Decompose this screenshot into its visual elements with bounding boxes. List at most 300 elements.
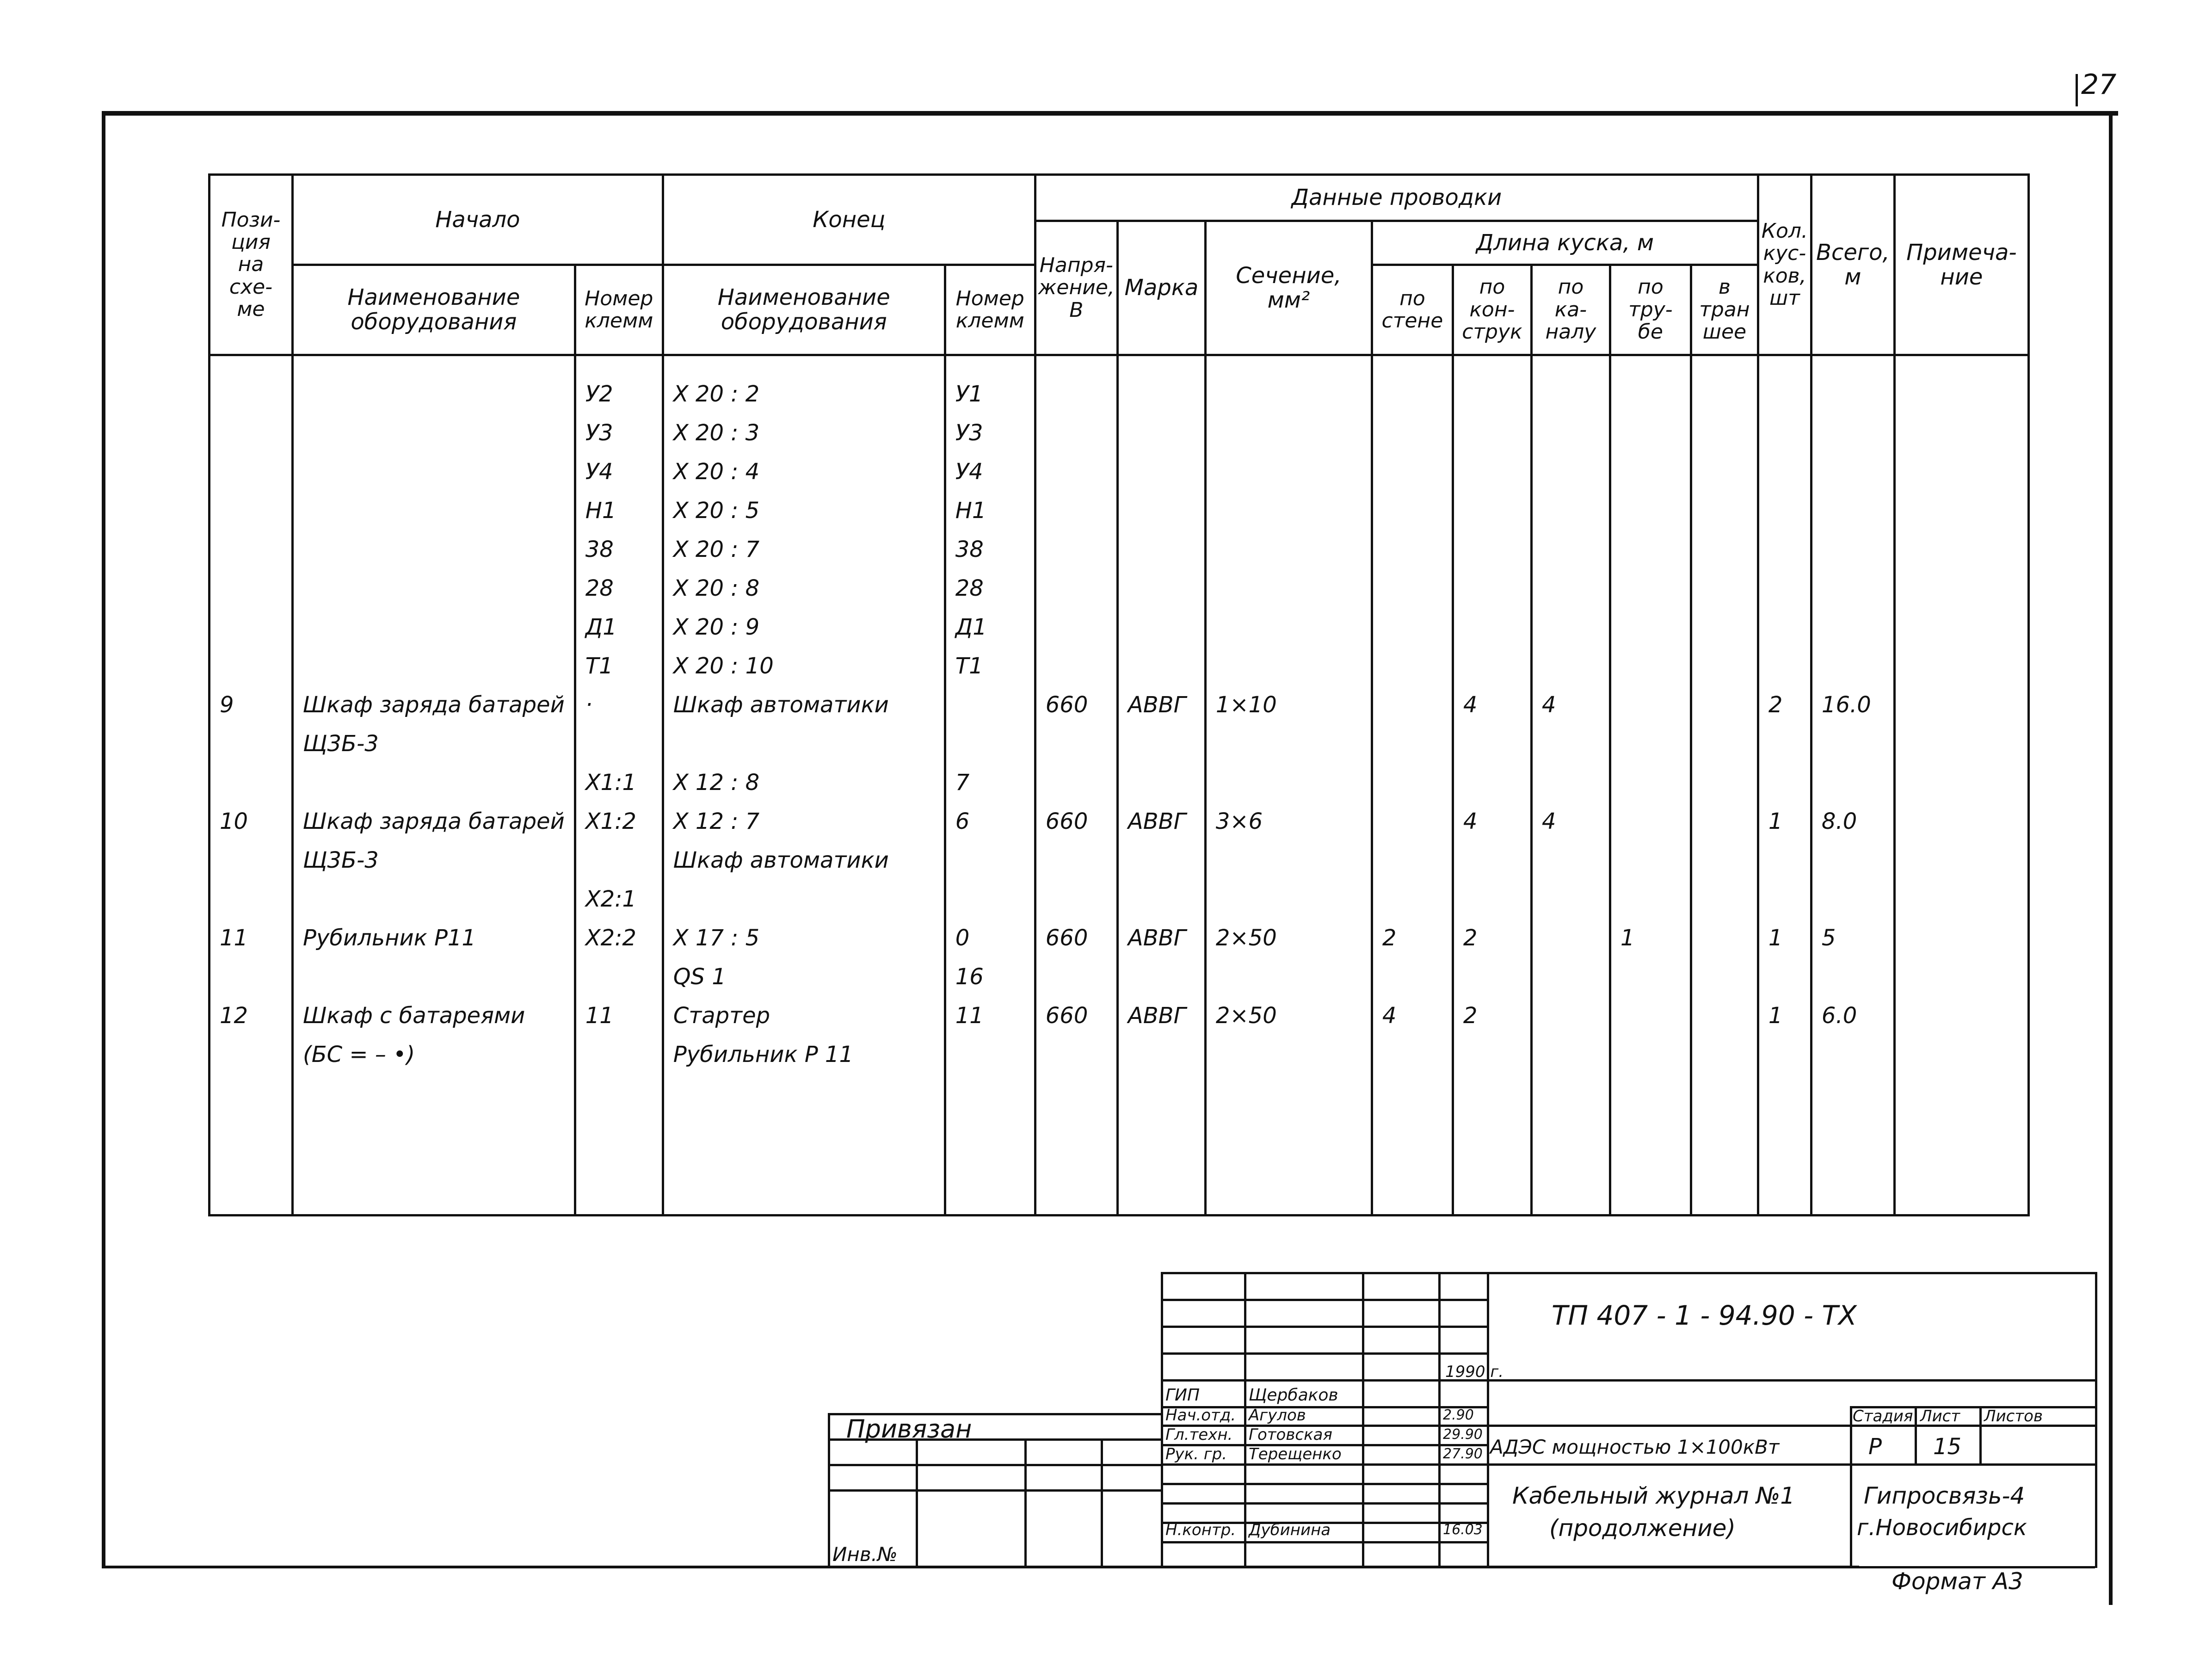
cell-end-name xyxy=(673,724,935,763)
cell-voltage xyxy=(1046,763,1107,802)
cell-end-name: Х 12 : 7 xyxy=(673,808,760,834)
cell-note xyxy=(1905,375,2018,413)
cell-start-name: Шкаф заряда батарей xyxy=(303,808,565,834)
cell-pieces: 1 xyxy=(1768,808,1783,834)
document-title-line2: (продолжение) xyxy=(1549,1515,1736,1542)
cell-pieces xyxy=(1768,763,1801,802)
header-brand: Марка xyxy=(1117,221,1205,355)
cell-total xyxy=(1822,569,1884,608)
header-position: Пози- ция на схе- ме xyxy=(209,175,293,355)
cell-in-pipe xyxy=(1620,1035,1681,1074)
cell-end-term xyxy=(955,841,1025,880)
cell-on-wall xyxy=(1382,608,1442,647)
name-group-lead: Терещенко xyxy=(1249,1445,1342,1463)
cell-brand xyxy=(1128,957,1195,996)
header-section: Сечение, мм² xyxy=(1205,221,1372,355)
cell-start-name: Щ3Б-3 xyxy=(303,847,379,873)
cell-start-term: Н1 xyxy=(585,498,616,524)
cell-end-name: Стартер xyxy=(673,1003,770,1029)
cell-section: 3×6 xyxy=(1215,808,1263,834)
cell-start-term xyxy=(585,841,653,880)
header-voltage: Напря- жение, В xyxy=(1035,221,1117,355)
cell-in-pipe xyxy=(1620,685,1681,724)
column-pieces xyxy=(1758,355,1811,1216)
cell-in-trench xyxy=(1701,491,1748,530)
cell-in-channel xyxy=(1542,608,1600,647)
cell-pieces xyxy=(1768,569,1801,608)
name-head-dept: Агулов xyxy=(1249,1406,1306,1425)
cell-end-name: Рубильник Р 11 xyxy=(673,1042,853,1067)
cell-total xyxy=(1822,530,1884,569)
cell-in-trench xyxy=(1701,880,1748,919)
header-end-name: Наименование оборудования xyxy=(663,265,945,355)
cell-start-name xyxy=(303,375,565,413)
cell-on-struct xyxy=(1463,763,1521,802)
cell-voltage: 660 xyxy=(1045,808,1088,834)
cell-section xyxy=(1216,375,1362,413)
cell-pieces xyxy=(1768,1035,1801,1074)
cell-end-term: 7 xyxy=(955,770,970,796)
cell-in-trench xyxy=(1701,452,1748,491)
cell-note xyxy=(1905,452,2018,491)
cell-pos xyxy=(220,452,282,491)
cell-section xyxy=(1216,1035,1362,1074)
cell-in-channel xyxy=(1542,763,1600,802)
role-chief-tech: Гл.техн. xyxy=(1165,1425,1233,1444)
inventory-label: Инв.№ xyxy=(832,1543,898,1566)
cell-in-channel xyxy=(1542,919,1600,957)
column-end-name xyxy=(663,355,945,1216)
cell-note xyxy=(1905,763,2018,802)
cell-in-channel xyxy=(1542,957,1600,996)
cell-voltage xyxy=(1046,647,1107,685)
cell-brand xyxy=(1128,647,1195,685)
header-total: Всего, м xyxy=(1811,175,1894,355)
cell-in-pipe xyxy=(1620,880,1681,919)
cell-in-pipe xyxy=(1620,957,1681,996)
cell-on-struct xyxy=(1463,608,1521,647)
cell-on-struct: 2 xyxy=(1463,925,1478,951)
cell-in-trench xyxy=(1701,375,1748,413)
cell-start-term: У2 xyxy=(585,381,613,407)
cell-total xyxy=(1822,724,1884,763)
cell-in-trench xyxy=(1701,957,1748,996)
cell-pos xyxy=(220,1035,282,1074)
cell-note xyxy=(1905,491,2018,530)
cell-on-struct xyxy=(1463,1035,1521,1074)
cell-pieces xyxy=(1768,724,1801,763)
cell-section xyxy=(1216,763,1362,802)
role-head-dept: Нач.отд. xyxy=(1165,1406,1236,1425)
header-end: Конец xyxy=(663,175,1035,265)
cell-brand xyxy=(1128,413,1195,452)
header-piece-length: Длина куска, м xyxy=(1372,221,1758,265)
cell-end-name: Х 20 : 4 xyxy=(673,459,760,485)
sheet-format: Формат А3 xyxy=(1892,1568,2023,1595)
cell-end-term: У4 xyxy=(955,459,983,485)
frame-left-border xyxy=(102,111,105,1568)
cell-start-term xyxy=(585,1035,653,1074)
cell-pieces xyxy=(1768,647,1801,685)
sheet-value: 15 xyxy=(1933,1434,1962,1460)
header-start-terminal: Номер клемм xyxy=(575,265,663,355)
cell-note xyxy=(1905,1035,2018,1074)
cell-in-channel xyxy=(1542,647,1600,685)
column-note xyxy=(1894,355,2028,1216)
cell-end-name: Х 20 : 3 xyxy=(673,420,760,446)
cell-on-wall xyxy=(1382,413,1442,452)
cell-on-struct xyxy=(1463,569,1521,608)
header-on-wall: по стене xyxy=(1372,265,1453,355)
cell-start-name: Рубильник Р11 xyxy=(303,925,476,951)
cell-pos xyxy=(220,375,282,413)
cell-end-term xyxy=(955,880,1025,919)
cell-end-name: Шкаф автоматики xyxy=(673,692,889,718)
cell-pos xyxy=(220,491,282,530)
cell-section xyxy=(1216,608,1362,647)
cell-on-wall xyxy=(1382,491,1442,530)
cell-pos xyxy=(220,880,282,919)
cell-start-name xyxy=(303,647,565,685)
cell-in-channel xyxy=(1542,452,1600,491)
cell-pieces: 2 xyxy=(1768,692,1783,718)
cell-in-channel xyxy=(1542,530,1600,569)
cell-end-term: У1 xyxy=(955,381,983,407)
column-section xyxy=(1205,355,1372,1216)
cell-in-pipe: 1 xyxy=(1620,925,1635,951)
cell-pieces: 1 xyxy=(1768,925,1783,951)
header-in-channel: по ка- налу xyxy=(1531,265,1610,355)
cell-section xyxy=(1216,880,1362,919)
cell-pos xyxy=(220,957,282,996)
cell-total: 5 xyxy=(1821,925,1836,951)
cell-total xyxy=(1822,452,1884,491)
cell-total xyxy=(1822,375,1884,413)
cell-on-wall xyxy=(1382,647,1442,685)
cell-brand: АВВГ xyxy=(1128,925,1186,951)
cell-end-term: 38 xyxy=(955,537,984,562)
cell-brand xyxy=(1128,1035,1195,1074)
cell-in-pipe xyxy=(1620,763,1681,802)
cell-in-channel xyxy=(1542,724,1600,763)
cell-voltage xyxy=(1046,608,1107,647)
cell-start-term xyxy=(585,724,653,763)
cell-section xyxy=(1216,413,1362,452)
cell-start-name xyxy=(303,763,565,802)
cell-start-name: Шкаф заряда батарей xyxy=(303,692,565,718)
cell-note xyxy=(1905,919,2018,957)
cell-pos: 11 xyxy=(220,925,248,951)
header-note: Примеча- ние xyxy=(1894,175,2028,355)
cell-brand xyxy=(1128,763,1195,802)
cell-in-pipe xyxy=(1620,413,1681,452)
cell-pos xyxy=(220,413,282,452)
cell-end-term: Н1 xyxy=(955,498,986,524)
cell-end-name: Х 20 : 10 xyxy=(673,653,774,679)
cell-brand: АВВГ xyxy=(1128,1003,1186,1029)
cell-voltage: 660 xyxy=(1045,1003,1088,1029)
cell-brand xyxy=(1128,880,1195,919)
cell-in-trench xyxy=(1701,685,1748,724)
cell-on-wall xyxy=(1382,1035,1442,1074)
cell-pos: 12 xyxy=(220,1003,248,1029)
cell-in-pipe xyxy=(1620,996,1681,1035)
cell-voltage xyxy=(1046,724,1107,763)
cell-section xyxy=(1216,647,1362,685)
header-start-name: Наименование оборудования xyxy=(293,265,575,355)
cell-total xyxy=(1822,647,1884,685)
role-norm-control: Н.контр. xyxy=(1165,1521,1236,1539)
cell-in-trench xyxy=(1701,724,1748,763)
cell-section xyxy=(1216,491,1362,530)
cell-start-term: Х2:2 xyxy=(585,925,636,951)
cell-start-name xyxy=(303,569,565,608)
cell-start-term: Х1:2 xyxy=(585,808,636,834)
cell-total xyxy=(1822,491,1884,530)
cell-pos xyxy=(220,763,282,802)
cell-on-struct: 2 xyxy=(1463,1003,1478,1029)
date-head-dept: 2.90 xyxy=(1443,1407,1474,1423)
header-on-struct: по кон- струк xyxy=(1453,265,1531,355)
cell-on-struct xyxy=(1463,375,1521,413)
cell-total: 8.0 xyxy=(1821,808,1857,834)
column-on-wall xyxy=(1372,355,1453,1216)
cell-pieces xyxy=(1768,530,1801,569)
cell-total xyxy=(1822,957,1884,996)
cell-end-name: Х 20 : 2 xyxy=(673,381,760,407)
column-in-trench xyxy=(1691,355,1758,1216)
cell-brand xyxy=(1128,375,1195,413)
cell-end-name: QS 1 xyxy=(673,964,726,990)
header-end-terminal: Номер клемм xyxy=(945,265,1035,355)
cell-end-term: 28 xyxy=(955,575,984,601)
cell-voltage: 660 xyxy=(1045,692,1088,718)
cell-end-name xyxy=(673,880,935,919)
cell-pos xyxy=(220,841,282,880)
title-block xyxy=(828,1272,2095,1568)
cell-voltage xyxy=(1046,880,1107,919)
cell-note xyxy=(1905,957,2018,996)
cell-in-pipe xyxy=(1620,452,1681,491)
column-start-terminal xyxy=(575,355,663,1216)
cell-on-wall xyxy=(1382,802,1442,841)
cell-section xyxy=(1216,569,1362,608)
sheets-label: Листов xyxy=(1984,1407,2043,1425)
cell-total: 6.0 xyxy=(1821,1003,1857,1029)
cell-section xyxy=(1216,724,1362,763)
year-label: 1990 г. xyxy=(1445,1363,1504,1381)
column-total xyxy=(1811,355,1894,1216)
cell-voltage xyxy=(1046,491,1107,530)
cell-end-name: Х 12 : 8 xyxy=(673,770,760,796)
cell-on-wall xyxy=(1382,841,1442,880)
cell-total xyxy=(1822,880,1884,919)
page-number: 27 xyxy=(2081,68,2117,101)
cell-total xyxy=(1822,413,1884,452)
cell-brand xyxy=(1128,491,1195,530)
cell-in-channel xyxy=(1542,996,1600,1035)
cell-in-pipe xyxy=(1620,530,1681,569)
cell-pos xyxy=(220,530,282,569)
cell-on-struct xyxy=(1463,530,1521,569)
cell-end-name: Х 20 : 7 xyxy=(673,537,760,562)
cell-on-struct xyxy=(1463,841,1521,880)
role-group-lead: Рук. гр. xyxy=(1165,1445,1227,1463)
column-end-terminal xyxy=(945,355,1035,1216)
cell-brand xyxy=(1128,530,1195,569)
document-code: ТП 407 - 1 - 94.90 - ТХ xyxy=(1552,1300,1857,1331)
column-start-name xyxy=(293,355,575,1216)
cell-note xyxy=(1905,647,2018,685)
cell-note xyxy=(1905,841,2018,880)
cell-start-name: (БС = – •) xyxy=(303,1042,415,1067)
cell-pieces xyxy=(1768,413,1801,452)
cell-end-term: Т1 xyxy=(955,653,983,679)
cell-end-name: Х 20 : 5 xyxy=(673,498,760,524)
cell-on-struct xyxy=(1463,413,1521,452)
cell-voltage xyxy=(1046,1035,1107,1074)
cell-in-pipe xyxy=(1620,491,1681,530)
cell-in-pipe xyxy=(1620,647,1681,685)
cell-in-trench xyxy=(1701,802,1748,841)
cell-section xyxy=(1216,530,1362,569)
cell-end-name: Шкаф автоматики xyxy=(673,847,889,873)
cell-on-wall xyxy=(1382,724,1442,763)
cell-voltage xyxy=(1046,375,1107,413)
cell-start-term: · xyxy=(585,692,593,718)
cell-pieces: 1 xyxy=(1768,1003,1783,1029)
cell-on-struct xyxy=(1463,452,1521,491)
cell-note xyxy=(1905,996,2018,1035)
cell-start-term: У3 xyxy=(585,420,613,446)
frame-right-border xyxy=(2109,111,2113,1605)
cell-in-trench xyxy=(1701,996,1748,1035)
cell-note xyxy=(1905,413,2018,452)
column-on-struct xyxy=(1453,355,1531,1216)
cell-note xyxy=(1905,569,2018,608)
cell-section: 1×10 xyxy=(1215,692,1277,718)
object-name: АДЭС мощностью 1×100кВт xyxy=(1490,1436,1780,1458)
cell-end-term: 0 xyxy=(955,925,970,951)
cell-on-wall xyxy=(1382,880,1442,919)
cell-start-term: Х2:1 xyxy=(585,886,636,912)
cell-voltage: 660 xyxy=(1045,925,1088,951)
cell-in-trench xyxy=(1701,919,1748,957)
cell-on-wall xyxy=(1382,957,1442,996)
cell-in-channel xyxy=(1542,413,1600,452)
cell-pos xyxy=(220,608,282,647)
cell-end-term: 16 xyxy=(955,964,984,990)
cell-pos xyxy=(220,569,282,608)
cell-total xyxy=(1822,841,1884,880)
cell-pos xyxy=(220,647,282,685)
cell-on-struct xyxy=(1463,724,1521,763)
cell-in-channel xyxy=(1542,569,1600,608)
cell-voltage xyxy=(1046,957,1107,996)
cell-in-pipe xyxy=(1620,569,1681,608)
cell-section: 2×50 xyxy=(1215,925,1277,951)
header-start: Начало xyxy=(293,175,663,265)
cell-pieces xyxy=(1768,491,1801,530)
cell-in-channel xyxy=(1542,1035,1600,1074)
cell-on-wall xyxy=(1382,452,1442,491)
cell-pieces xyxy=(1768,608,1801,647)
cell-in-pipe xyxy=(1620,841,1681,880)
cell-start-name: Шкаф с батареями xyxy=(303,1003,525,1029)
cable-journal-table xyxy=(208,173,2030,1216)
cell-note xyxy=(1905,685,2018,724)
column-voltage xyxy=(1035,355,1117,1216)
cell-end-term: У3 xyxy=(955,420,983,446)
cell-voltage xyxy=(1046,452,1107,491)
cell-in-pipe xyxy=(1620,724,1681,763)
cell-start-name xyxy=(303,880,565,919)
cell-on-struct xyxy=(1463,647,1521,685)
cell-voltage xyxy=(1046,530,1107,569)
cell-end-term: 11 xyxy=(955,1003,984,1029)
frame-top-border xyxy=(102,111,2118,116)
cell-in-trench xyxy=(1701,569,1748,608)
cell-voltage xyxy=(1046,569,1107,608)
cell-brand xyxy=(1128,608,1195,647)
cell-pos: 10 xyxy=(220,808,248,834)
cell-end-name: Х 20 : 9 xyxy=(673,614,760,640)
cell-in-trench xyxy=(1701,413,1748,452)
cell-in-trench xyxy=(1701,763,1748,802)
cell-start-name: Щ3Б-3 xyxy=(303,731,379,757)
role-gip: ГИП xyxy=(1165,1386,1200,1405)
sheet-label: Лист xyxy=(1920,1407,1960,1425)
cell-note xyxy=(1905,530,2018,569)
cell-in-pipe xyxy=(1620,608,1681,647)
cell-in-trench xyxy=(1701,841,1748,880)
cell-in-channel: 4 xyxy=(1541,808,1556,834)
cell-in-channel: 4 xyxy=(1541,692,1556,718)
cell-pieces xyxy=(1768,452,1801,491)
organization-city: г.Новосибирск xyxy=(1857,1515,2027,1541)
cell-end-name: Х 20 : 8 xyxy=(673,575,760,601)
cell-pieces xyxy=(1768,957,1801,996)
cell-start-name xyxy=(303,491,565,530)
cell-total: 16.0 xyxy=(1821,692,1871,718)
date-group-lead: 27.90 xyxy=(1443,1446,1483,1462)
cell-note xyxy=(1905,724,2018,763)
column-brand xyxy=(1117,355,1205,1216)
cell-start-name xyxy=(303,413,565,452)
cell-on-struct: 4 xyxy=(1463,808,1478,834)
cell-start-term: Х1:1 xyxy=(585,770,636,796)
cell-end-term xyxy=(955,685,1025,724)
cell-on-struct xyxy=(1463,957,1521,996)
cell-in-channel xyxy=(1542,375,1600,413)
cell-on-struct: 4 xyxy=(1463,692,1478,718)
header-in-pipe: по тру- бе xyxy=(1610,265,1691,355)
cell-end-term xyxy=(955,724,1025,763)
cell-voltage xyxy=(1046,841,1107,880)
organization-name: Гипросвязь-4 xyxy=(1864,1482,2025,1509)
cell-start-name xyxy=(303,957,565,996)
cell-in-trench xyxy=(1701,1035,1748,1074)
cell-pieces xyxy=(1768,375,1801,413)
cell-start-name xyxy=(303,452,565,491)
cell-note xyxy=(1905,880,2018,919)
cell-brand: АВВГ xyxy=(1128,692,1186,718)
column-position xyxy=(209,355,293,1216)
cell-start-term: 11 xyxy=(585,1003,614,1029)
cell-total xyxy=(1822,763,1884,802)
cell-on-wall: 4 xyxy=(1382,1003,1397,1029)
cell-start-term: У4 xyxy=(585,459,613,485)
